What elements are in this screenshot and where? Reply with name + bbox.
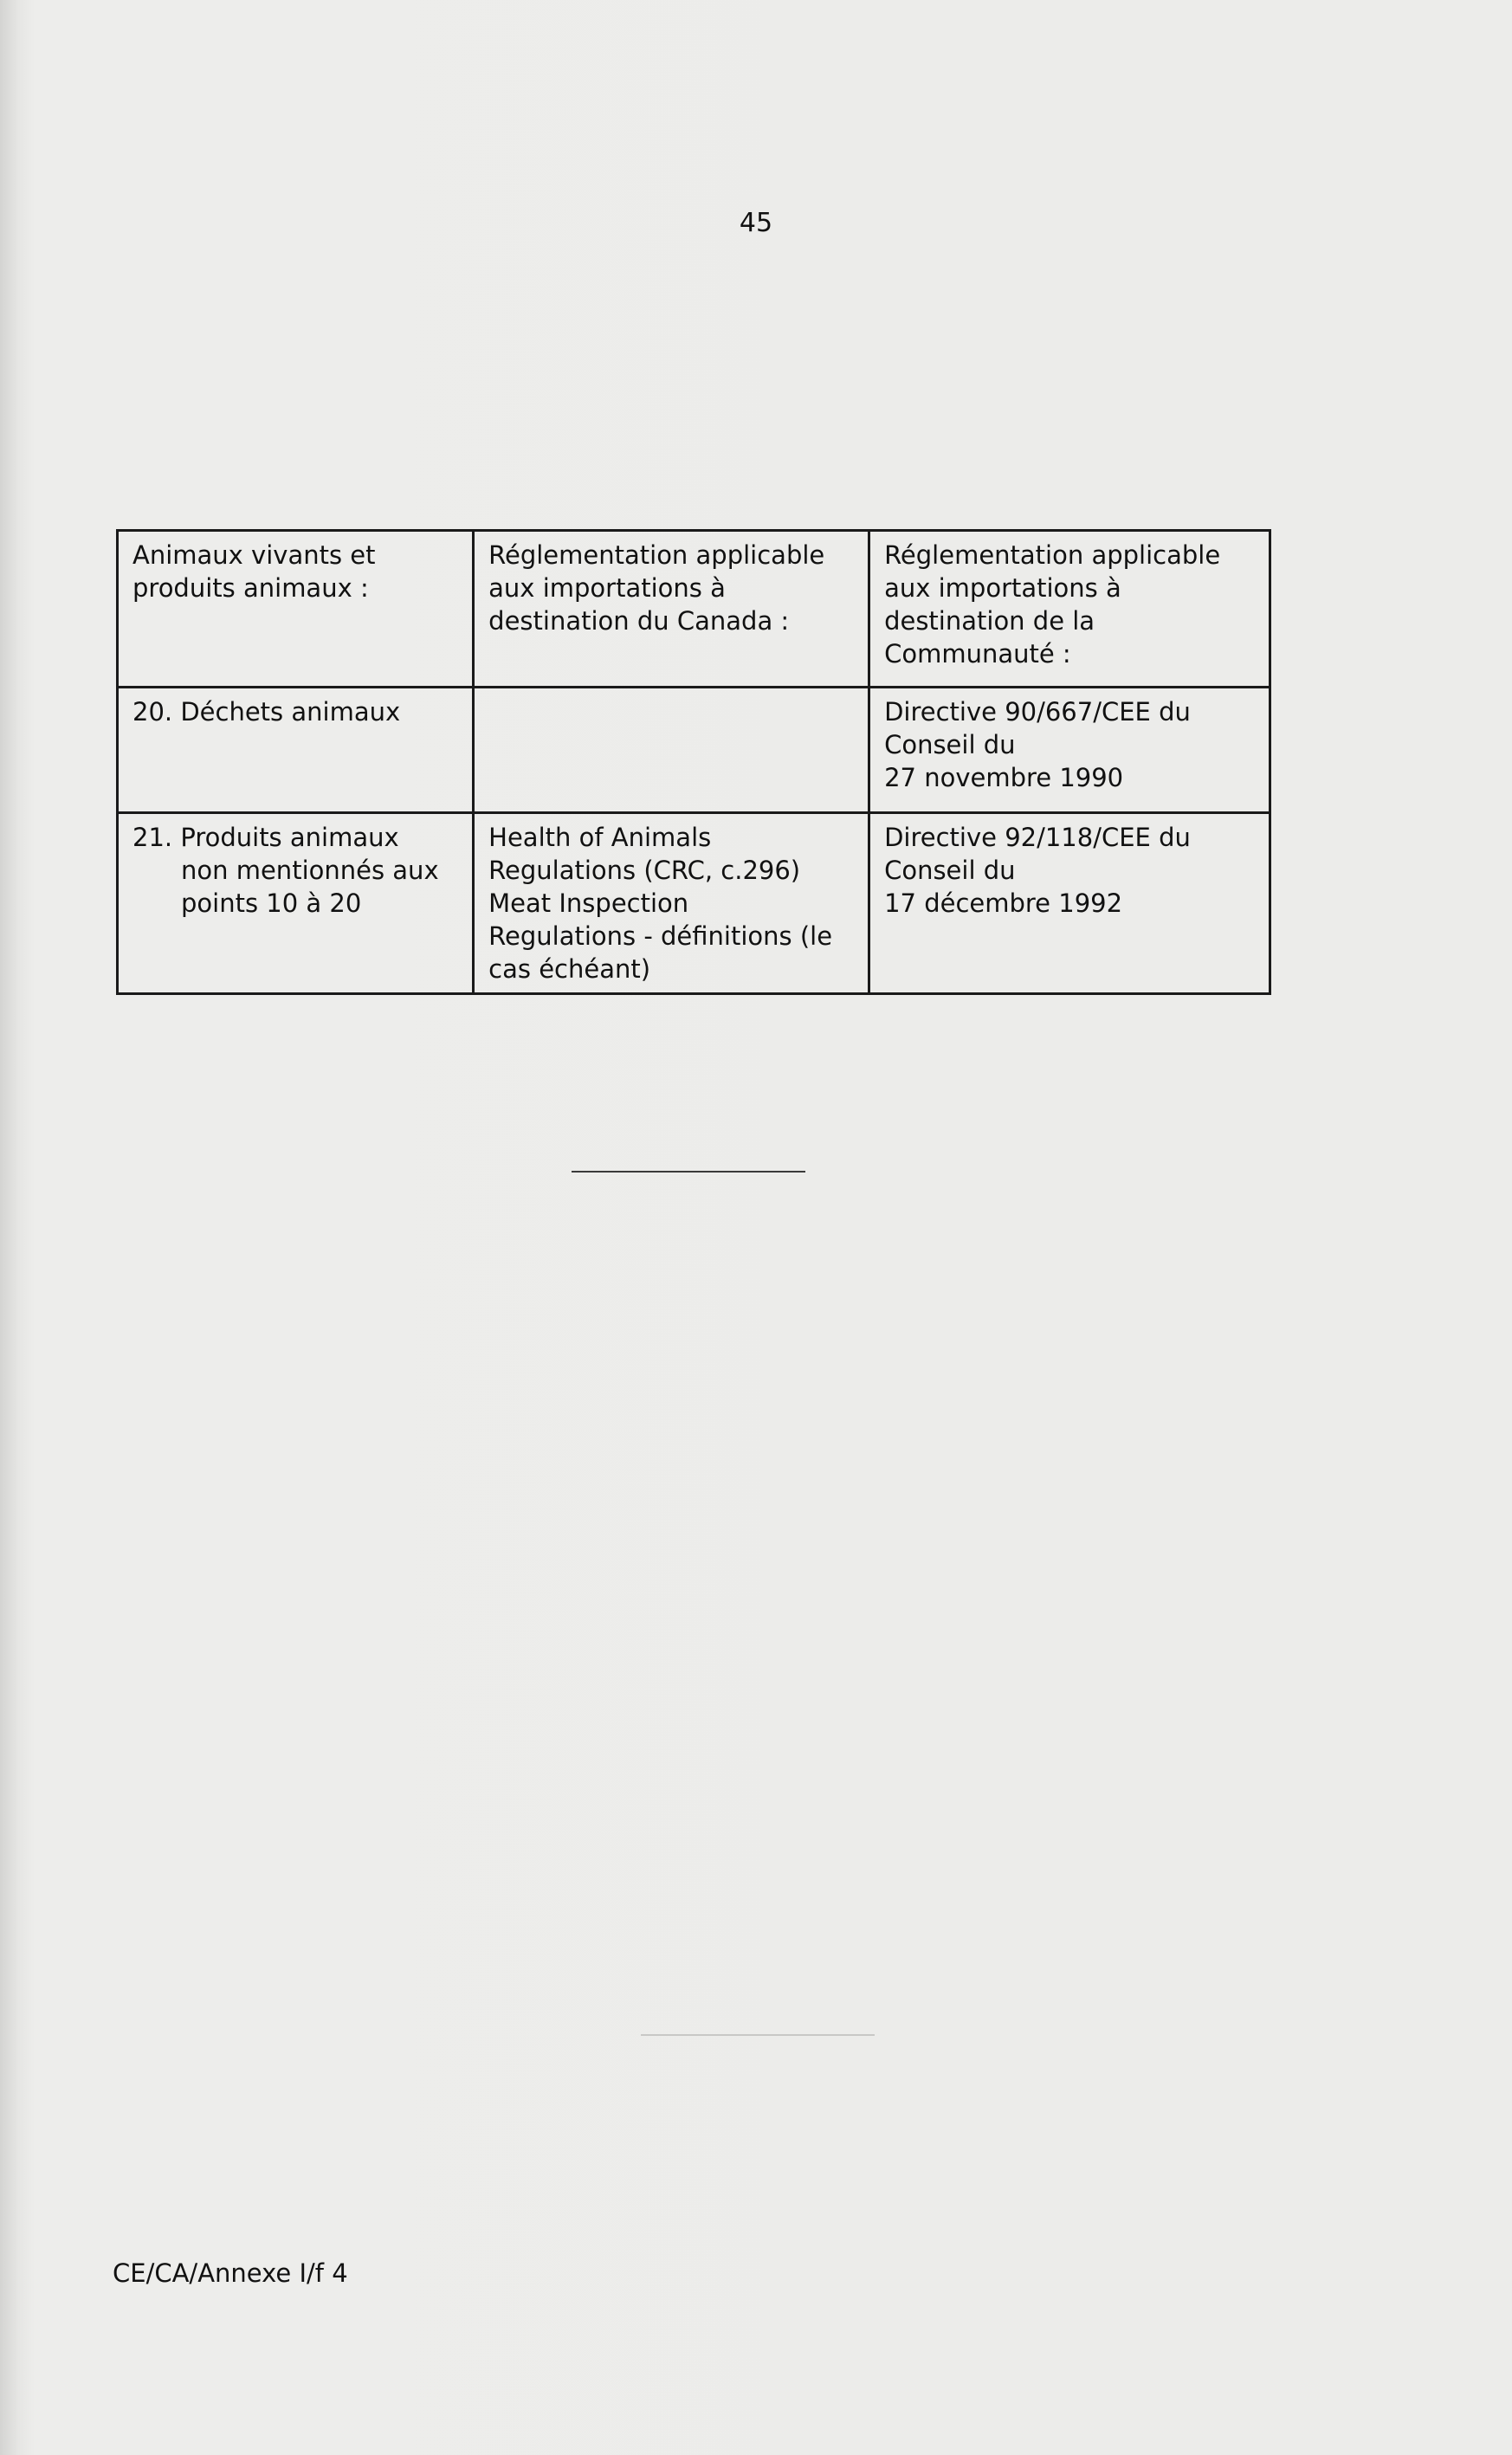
separator-line <box>572 1171 805 1173</box>
row-21-item-line-1: 21. Produits animaux <box>132 823 399 852</box>
import-regulations-table <box>116 529 1271 995</box>
row-21-canada-line-1: Health of Animals <box>488 823 712 852</box>
row-20-community-line-2: Conseil du <box>884 730 1016 759</box>
row-21-item-cell <box>118 813 474 994</box>
table-header-row <box>118 531 1270 688</box>
header-cell-canada <box>474 531 869 688</box>
row-21-item-line-3: points 10 à 20 <box>181 888 362 918</box>
row-21-community-line-1: Directive 92/118/CEE du <box>884 823 1191 852</box>
header-canada-line-2: aux importations à <box>488 573 726 603</box>
row-21-community-cell <box>869 813 1270 994</box>
page-number: 45 <box>739 208 773 238</box>
row-20-item-cell <box>118 688 474 813</box>
header-community-line-1: Réglementation applicable <box>884 540 1221 570</box>
header-cell-community <box>869 531 1270 688</box>
header-canada-line-1: Réglementation applicable <box>488 540 825 570</box>
document-reference: CE/CA/Annexe I/f 4 <box>113 2258 348 2288</box>
header-community-line-2: aux importations à <box>884 573 1121 603</box>
header-community-line-4: Communauté : <box>884 639 1071 669</box>
row-20-item-line-1: 20. Déchets animaux <box>132 697 401 727</box>
header-animals-line-1: Animaux vivants et <box>132 540 376 570</box>
table-row <box>118 688 1270 813</box>
header-community-line-3: destination de la <box>884 606 1095 636</box>
header-cell-animals <box>118 531 474 688</box>
header-canada-line-3: destination du Canada : <box>488 606 790 636</box>
row-21-community-line-2: Conseil du <box>884 856 1016 885</box>
row-21-canada-line-3: Meat Inspection <box>488 888 689 918</box>
row-21-canada-line-2: Regulations (CRC, c.296) <box>488 856 801 885</box>
header-animals-line-2: produits animaux : <box>132 573 369 603</box>
row-20-community-line-1: Directive 90/667/CEE du <box>884 697 1191 727</box>
row-20-community-line-3: 27 novembre 1990 <box>884 763 1124 792</box>
row-21-canada-line-4: Regulations - définitions (le <box>488 921 833 951</box>
row-20-community-cell <box>869 688 1270 813</box>
faint-separator-line <box>641 2034 875 2036</box>
row-21-item-line-2: non mentionnés aux <box>181 856 439 885</box>
table-row <box>118 813 1270 994</box>
row-21-canada-cell <box>474 813 869 994</box>
row-21-community-line-3: 17 décembre 1992 <box>884 888 1123 918</box>
row-20-canada-cell <box>474 688 869 813</box>
row-21-canada-line-5: cas échéant) <box>488 954 651 984</box>
